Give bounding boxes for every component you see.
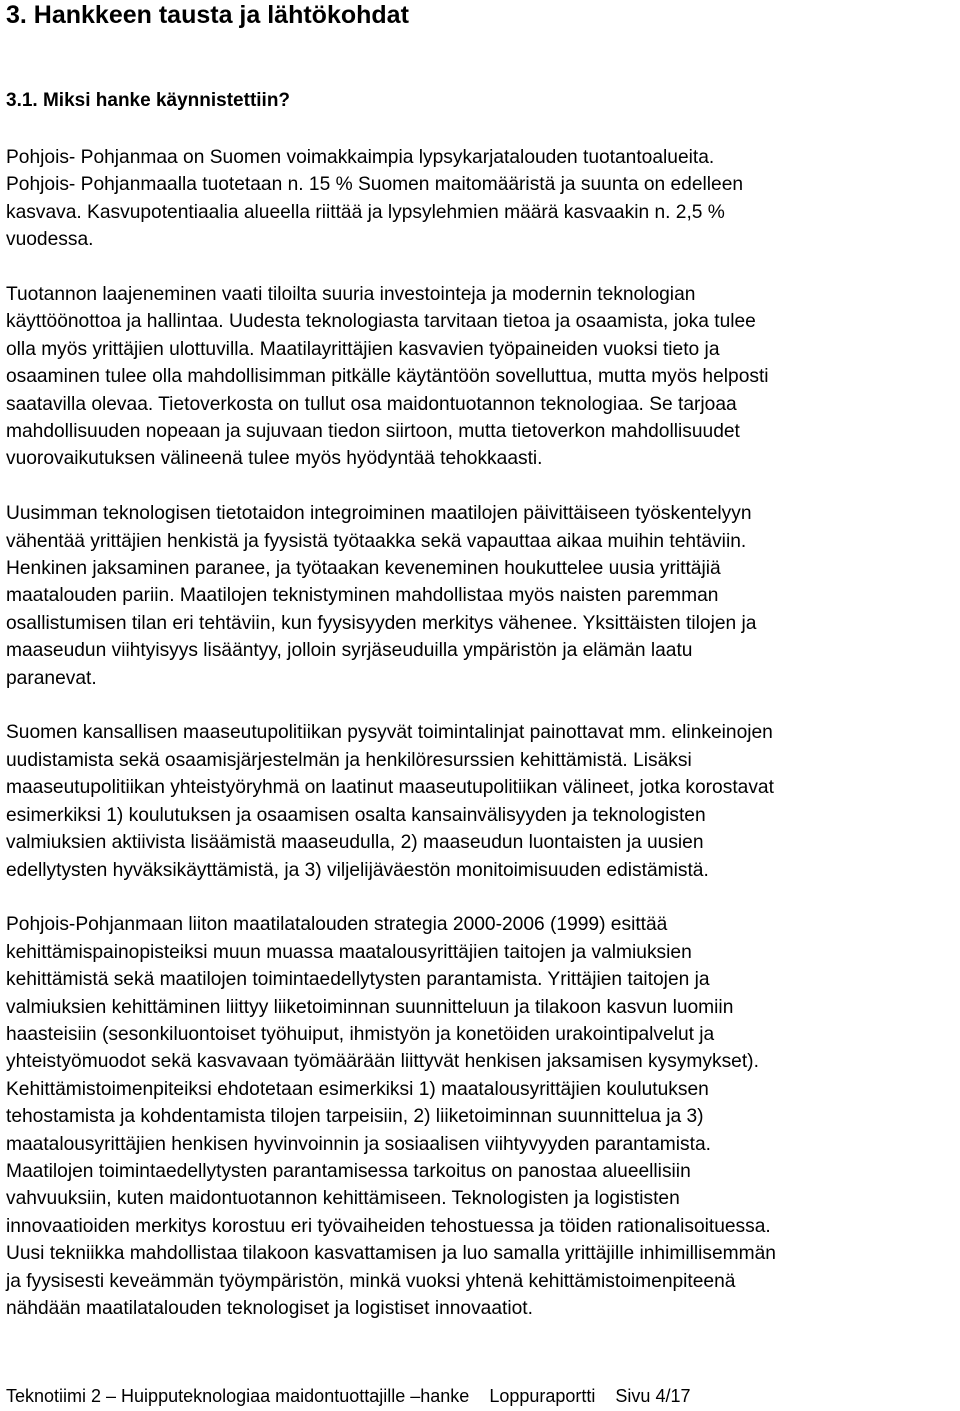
text-line: osallistumisen tilan eri tehtäviin, kun fyysisyyden merkitys vähenee. Yksittäisten tilojen ja bbox=[6, 612, 757, 634]
text-line: Maatilojen toimintaedellytysten parantamisessa tarkoitus on panostaa alueellisiin bbox=[6, 1160, 691, 1182]
text-line: Pohjois-Pohjanmaan liiton maatilatalouden strategia 2000-2006 (1999) esittää bbox=[6, 914, 668, 936]
text-line: maatalousyrittäjien henkisen hyvinvoinnin ja sosiaalisen viihtyvyyden parantamista. bbox=[6, 1133, 711, 1155]
paragraph bbox=[6, 144, 960, 254]
text-line: valmiuksien aktiivista lisäämistä maaseudulla, 2) maaseudun luontaisten ja uusien bbox=[6, 832, 704, 854]
text-line: saatavilla olevaa. Tietoverkosta on tullut osa maidontuotannon teknologiaa. Se tarjoaa bbox=[6, 393, 737, 415]
paragraph bbox=[6, 500, 960, 692]
text-line: kasvava. Kasvupotentiaalia alueella riittää ja lypsylehmien määrä kasvaakin n. 2,5 % bbox=[6, 201, 725, 223]
text-line: Suomen kansallisen maaseutupolitiikan pysyvät toimintalinjat painottavat mm. elinkeinojen bbox=[6, 722, 773, 744]
text-line: haasteisiin (sesonkiluontoiset työhuiput, ihmistyön ja konetöiden urakointipalvelut ja bbox=[6, 1023, 715, 1045]
text-line: osaaminen tulee olla mahdollisimman pitkälle käytäntöön sovelluttua, mutta myös helposti bbox=[6, 366, 769, 388]
text-line: vahvuuksiin, kuten maidontuotannon kehittämiseen. Teknologisten ja logististen bbox=[6, 1188, 680, 1210]
text-line: Uusi tekniikka mahdollistaa tilakoon kasvattamisen ja luo samalla yrittäjille inhimillisemmän bbox=[6, 1243, 776, 1265]
text-line: olla myös yrittäjien ulottuvilla. Maatilayrittäjien kasvavien työpaineiden vuoksi tieto ja bbox=[6, 338, 720, 360]
text-line: vuodessa. bbox=[6, 229, 94, 251]
text-line: ja fyysisesti keveämmän työympäristön, minkä vuoksi yhtenä kehittämistoimenpiteenä bbox=[6, 1270, 736, 1292]
section-title: 3. Hankkeen tausta ja lähtökohdat bbox=[6, 1, 409, 29]
paragraph bbox=[6, 911, 960, 1322]
text-line: käyttöönottoa ja hallintaa. Uudesta teknologiasta tarvitaan tietoa ja osaamista, joka tulee bbox=[6, 311, 756, 333]
text-line: maaseutupolitiikan yhteistyöryhmä on laatinut maaseutupolitiikan välineet, jotka korostavat bbox=[6, 777, 774, 799]
text-line: Tuotannon laajeneminen vaati tiloilta suuria investointeja ja modernin teknologian bbox=[6, 284, 696, 306]
footer-report: Loppuraportti bbox=[489, 1386, 596, 1406]
text-line: kehittämispainopisteiksi muun muassa maatalousyrittäjien taitojen ja valmiuksien bbox=[6, 941, 692, 963]
text-line: mahdollisuuden nopeaan ja sujuvaan tiedon siirtoon, mutta tietoverkon mahdollisuudet bbox=[6, 421, 740, 443]
text-line: vuorovaikutuksen välineenä tulee myös hyödyntää tehokkaasti. bbox=[6, 448, 543, 470]
text-line: uudistamista sekä osaamisjärjestelmän ja henkilöresurssien kehittämistä. Lisäksi bbox=[6, 749, 692, 771]
paragraph bbox=[6, 281, 960, 473]
footer-project: Teknotiimi 2 – Huipputeknologiaa maidontuottajille –hanke bbox=[6, 1386, 470, 1406]
subsection-title: 3.1. Miksi hanke käynnistettiin? bbox=[6, 90, 291, 111]
text-line: Pohjois- Pohjanmaa on Suomen voimakkaimpia lypsykarjatalouden tuotantoalueita. bbox=[6, 147, 715, 168]
text-line: maaseudun viihtyisyys lisääntyy, jolloin syrjäseuduilla ympäristön ja elämän laatu bbox=[6, 640, 693, 662]
text-line: Uusimman teknologisen tietotaidon integroiminen maatilojen päivittäiseen työskentelyyn bbox=[6, 503, 752, 525]
text-line: esimerkiksi 1) koulutuksen ja osaamisen osalta kansainvälisyyden ja teknologisten bbox=[6, 804, 706, 826]
text-line: vähentää yrittäjien henkistä ja fyysistä työtaakka sekä vapauttaa aikaa muihin tehtäviin. bbox=[6, 530, 747, 552]
text-line: innovaatioiden merkitys korostuu eri työvaiheiden tehostuessa ja töiden rationalisoituessa. bbox=[6, 1215, 771, 1237]
text-line: tehostamista ja kohdentamista tilojen tarpeisiin, 2) liiketoiminnan suunnittelua ja 3) bbox=[6, 1106, 704, 1128]
text-line: Henkinen jaksaminen paranee, ja työtaakan keveneminen houkuttelee uusia yrittäjiä bbox=[6, 558, 721, 580]
paragraph bbox=[6, 719, 960, 883]
footer-page-number: Sivu 4/17 bbox=[615, 1386, 691, 1406]
text-line: paranevat. bbox=[6, 667, 97, 689]
text-line: edellytysten hyväksikäyttämistä, ja 3) viljelijäväestön monitoimisuuden edistämistä. bbox=[6, 859, 709, 881]
text-line: kehittämistä sekä maatilojen toimintaedellytysten parantamista. Yrittäjien taitojen ja bbox=[6, 969, 710, 991]
text-line: maatalouden pariin. Maatilojen teknistyminen mahdollistaa myös naisten paremman bbox=[6, 585, 719, 607]
text-line: Pohjois- Pohjanmaalla tuotetaan n. 15 % Suomen maitomääristä ja suunta on edelleen bbox=[6, 174, 744, 196]
page-footer bbox=[6, 1384, 690, 1408]
document-page bbox=[6, 0, 956, 1411]
text-line: yhteistyömuodot sekä kasvavaan työmäärään liittyvät henkisen jaksamisen kysymykset). bbox=[6, 1051, 759, 1073]
body-text bbox=[6, 144, 960, 1350]
text-line: nähdään maatilatalouden teknologiset ja logistiset innovaatiot. bbox=[6, 1298, 533, 1319]
text-line: valmiuksien kehittäminen liittyy liiketoiminnan suunnitteluun ja tilakoon kasvun luomiin bbox=[6, 996, 734, 1018]
text-line: Kehittämistoimenpiteiksi ehdotetaan esimerkiksi 1) maatalousyrittäjien koulutuksen bbox=[6, 1078, 709, 1100]
